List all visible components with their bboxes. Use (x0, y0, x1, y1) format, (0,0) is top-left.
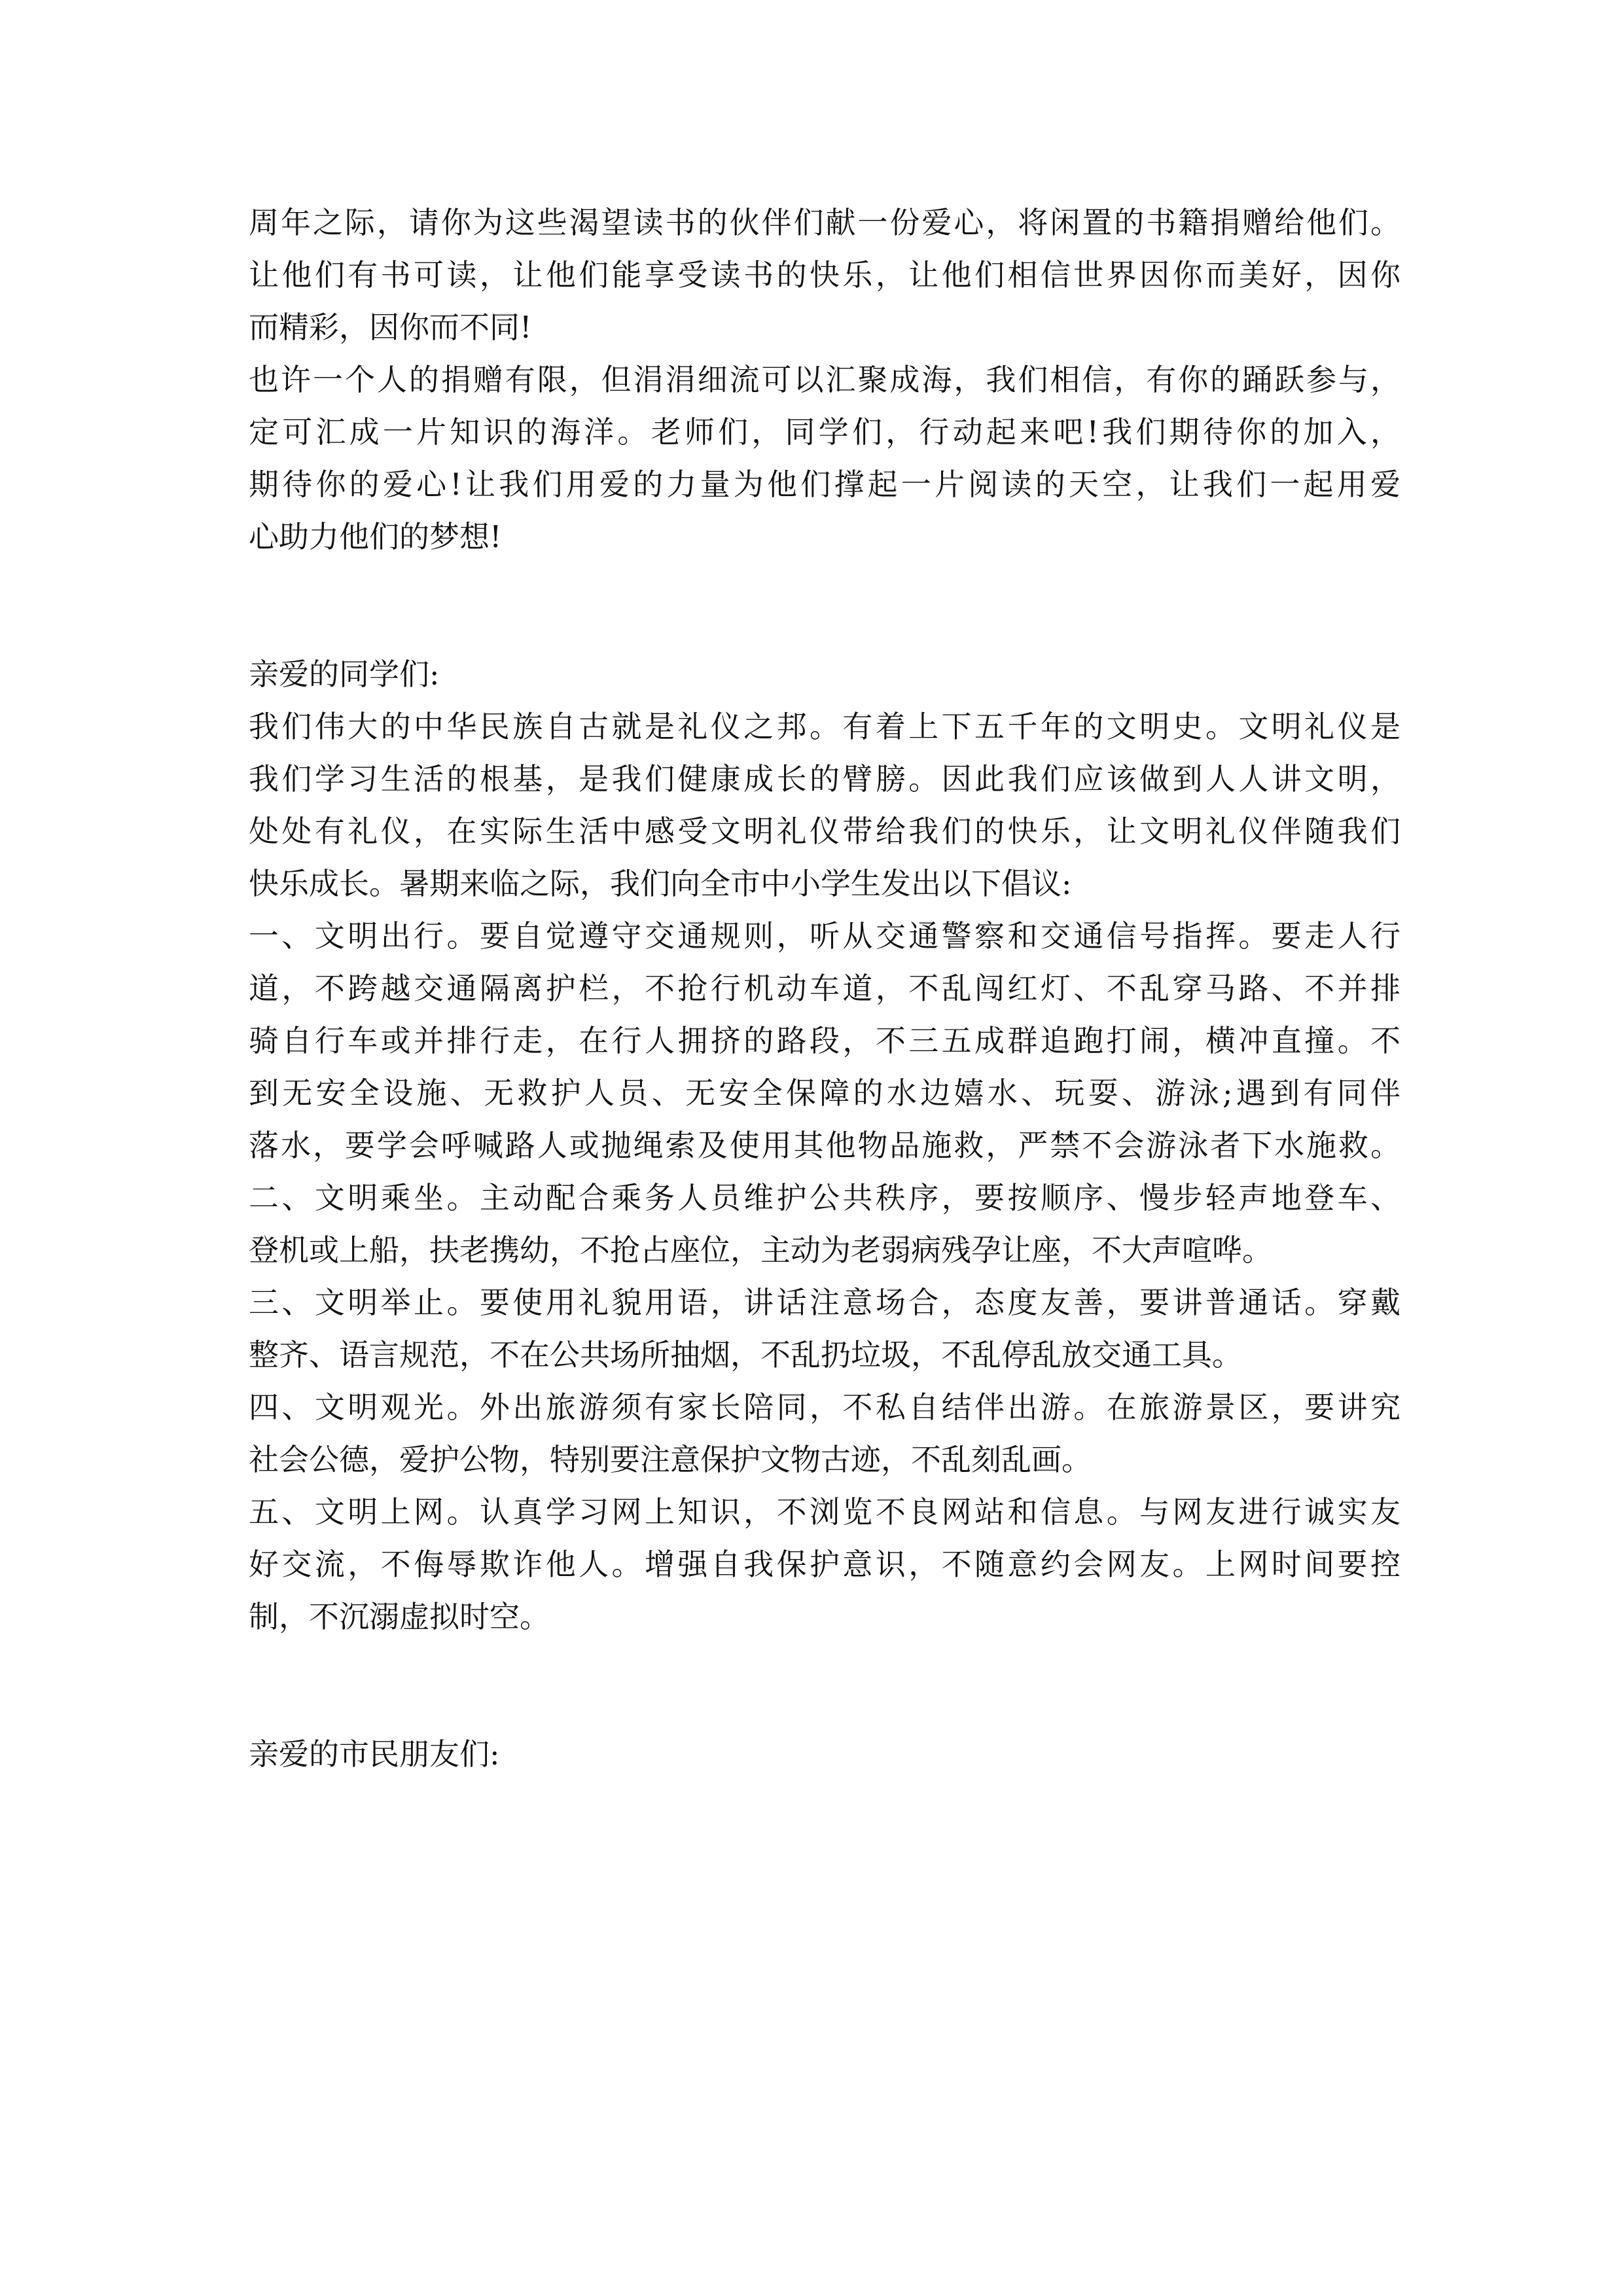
section-spacer (249, 1643, 1400, 1728)
text-line: 三、文明举止。要使用礼貌用语，讲话注意场合，态度友善，要讲普通话。穿戴 (249, 1285, 1400, 1320)
text-line: 处处有礼仪，在实际生活中感受文明礼仪带给我们的快乐，让文明礼仪伴随我们 (249, 814, 1400, 849)
text-line: 而精彩，因你而不同! (249, 310, 532, 345)
text-line: 快乐成长。暑期来临之际，我们向全市中小学生发出以下倡议: (249, 866, 1072, 901)
text-line: 五、文明上网。认真学习网上知识，不浏览不良网站和信息。与网友进行诚实友 (249, 1494, 1400, 1530)
document-page (249, 196, 1400, 1780)
text-line: 我们伟大的中华民族自古就是礼仪之邦。有着上下五千年的文明史。文明礼仪是 (249, 709, 1400, 744)
citizen-letter-section (249, 1728, 1400, 1780)
text-line: 制，不沉溺虚拟时空。 (249, 1599, 550, 1634)
text-line: 社会公德，爱护公物，特别要注意保护文物古迹，不乱刻乱画。 (249, 1442, 1092, 1477)
text-line: 整齐、语言规范，不在公共场所抽烟，不乱扔垃圾，不乱停乱放交通工具。 (249, 1337, 1242, 1372)
text-line: 登机或上船，扶老携幼，不抢占座位，主动为老弱病残孕让座，不大声喧哗。 (249, 1232, 1272, 1268)
text-line: 心助力他们的梦想! (249, 519, 502, 554)
text-line: 道，不跨越交通隔离护栏，不抢行机动车道，不乱闯红灯、不乱穿马路、不并排 (249, 971, 1400, 1006)
text-line: 四、文明观光。外出旅游须有家长陪同，不私自结伴出游。在旅游景区，要讲究 (249, 1390, 1400, 1425)
greeting: 亲爱的市民朋友们: (249, 1736, 500, 1772)
book-donation-section (249, 196, 1400, 563)
text-line: 定可汇成一片知识的海洋。老师们，同学们，行动起来吧!我们期待你的加入， (249, 414, 1400, 450)
text-line: 期待你的爱心!让我们用爱的力量为他们撑起一片阅读的天空，让我们一起用爱 (249, 467, 1400, 502)
text-line: 也许一个人的捐赠有限，但涓涓细流可以汇聚成海，我们相信，有你的踊跃参与， (249, 362, 1400, 397)
text-line: 骑自行车或并排行走，在行人拥挤的路段，不三五成群追跑打闹，横冲直撞。不 (249, 1023, 1400, 1058)
text-line: 我们学习生活的根基，是我们健康成长的臂膀。因此我们应该做到人人讲文明， (249, 761, 1400, 797)
text-line: 让他们有书可读，让他们能享受读书的快乐，让他们相信世界因你而美好，因你 (249, 257, 1400, 293)
text-line: 好交流，不侮辱欺诈他人。增强自我保护意识，不随意约会网友。上网时间要控 (249, 1547, 1400, 1582)
text-line: 落水，要学会呼喊路人或抛绳索及使用其他物品施救，严禁不会游泳者下水施救。 (249, 1128, 1400, 1163)
section-spacer (249, 563, 1400, 648)
text-line: 周年之际，请你为这些渴望读书的伙伴们献一份爱心，将闲置的书籍捐赠给他们。 (249, 205, 1400, 240)
civility-proposal-section (249, 648, 1400, 1643)
text-line: 一、文明出行。要自觉遵守交通规则，听从交通警察和交通信号指挥。要走人行 (249, 918, 1400, 954)
greeting: 亲爱的同学们: (249, 656, 440, 692)
text-line: 二、文明乘坐。主动配合乘务人员维护公共秩序，要按顺序、慢步轻声地登车、 (249, 1180, 1400, 1215)
text-line: 到无安全设施、无救护人员、无安全保障的水边嬉水、玩耍、游泳;遇到有同伴 (249, 1075, 1400, 1111)
